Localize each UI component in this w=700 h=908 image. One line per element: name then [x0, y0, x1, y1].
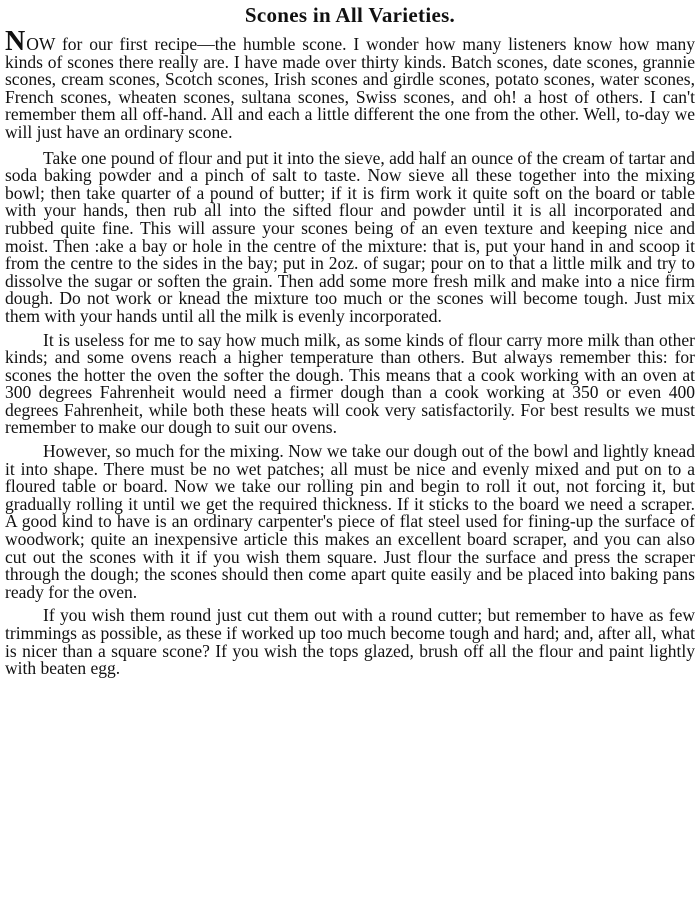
paragraph-4: However, so much for the mixing. Now we take our dough out of the bowl and lightly knead it into shape. There must be no wet patches; all must be nice and evenly mixed and put on to a floured table or board. Now we take our rolling pin and begin to roll it out, not forcing it, but gradually rolling it until we get the required thickness. If it sticks to the board we need a scraper. A good kind to have is an ordinary carpenter's piece of flat steel used for fining-up the surface of woodwork; quite an inexpensive article this makes an excellent board scraper, and you can also cut out the scones with it if you wish them square. Just flour the surface and press the scraper through the dough; the scones should then come apart quite easily and be placed into baking pans ready for the oven.	[5, 441, 695, 602]
drop-cap: N	[5, 26, 27, 57]
paragraph-3: It is useless for me to say how much milk, as some kinds of flour carry more milk than other kinds; and some ovens reach a higher temperature than others. But always remember this: for scones the hotter the oven the softer the dough. This means that a cook working with an oven at 300 degrees Fahrenheit would need a firmer dough than a cook working at 350 or even 400 degrees Fahrenheit, while both these heats will cook very satisfactorily. For best results we must remember to make our dough to suit our ovens.	[5, 329, 695, 438]
article-title: Scones in All Varieties.	[244, 3, 456, 27]
paragraph-5: If you wish them round just cut them out with a round cutter; but remember to have as few trimmings as possible, as these if worked up too much become tough and hard; and, after all, what is nicer than a square scone? If you wish the tops glazed, brush off all the flour and paint lightly with beaten egg.	[5, 605, 695, 679]
paragraph-1-text: OW for our first recipe—the humble scone. I wonder how many listeners know how many kinds of scones there really are. I have made over thirty kinds. Batch scones, date scones, grannie scones, cream scones, Scotch scones, Irish scones and girdle scones, potato scones, water scones, French scones, wheaten scones, sultana scones, Swiss scones, and oh! a host of others. I can't remember them all off-hand. All and each a little different the one from the other. Well, to-day we will just have an ordinary scone.	[5, 34, 695, 142]
paragraph-2: Take one pound of flour and put it into the sieve, add half an ounce of the cream of tartar and soda baking powder and a pinch of salt to taste. Now sieve all these together into the mixing bowl; then take quarter of a pound of butter; if it is firm work it quite soft on the board or table with your hands, then rub all into the sifted flour and powder until it is all incorporated and rubbed quite fine. This will assure your scones being of an even texture and keeping nice and moist. Then :ake a bay or hole in the centre of the mixture: that is, put your hand in and scoop it from the centre to the sides in the bay; put in 2oz. of sugar; pour on to that a little milk and try to dissolve the sugar or soften the grain. Then add some more fresh milk and make into a nice firm dough. Do not work or knead the mixture too much or the scones will become tough. Just mix them with your hands until all the milk is evenly incorporated.	[5, 147, 695, 326]
paragraph-1	[5, 26, 695, 142]
article-page	[0, 3, 700, 908]
